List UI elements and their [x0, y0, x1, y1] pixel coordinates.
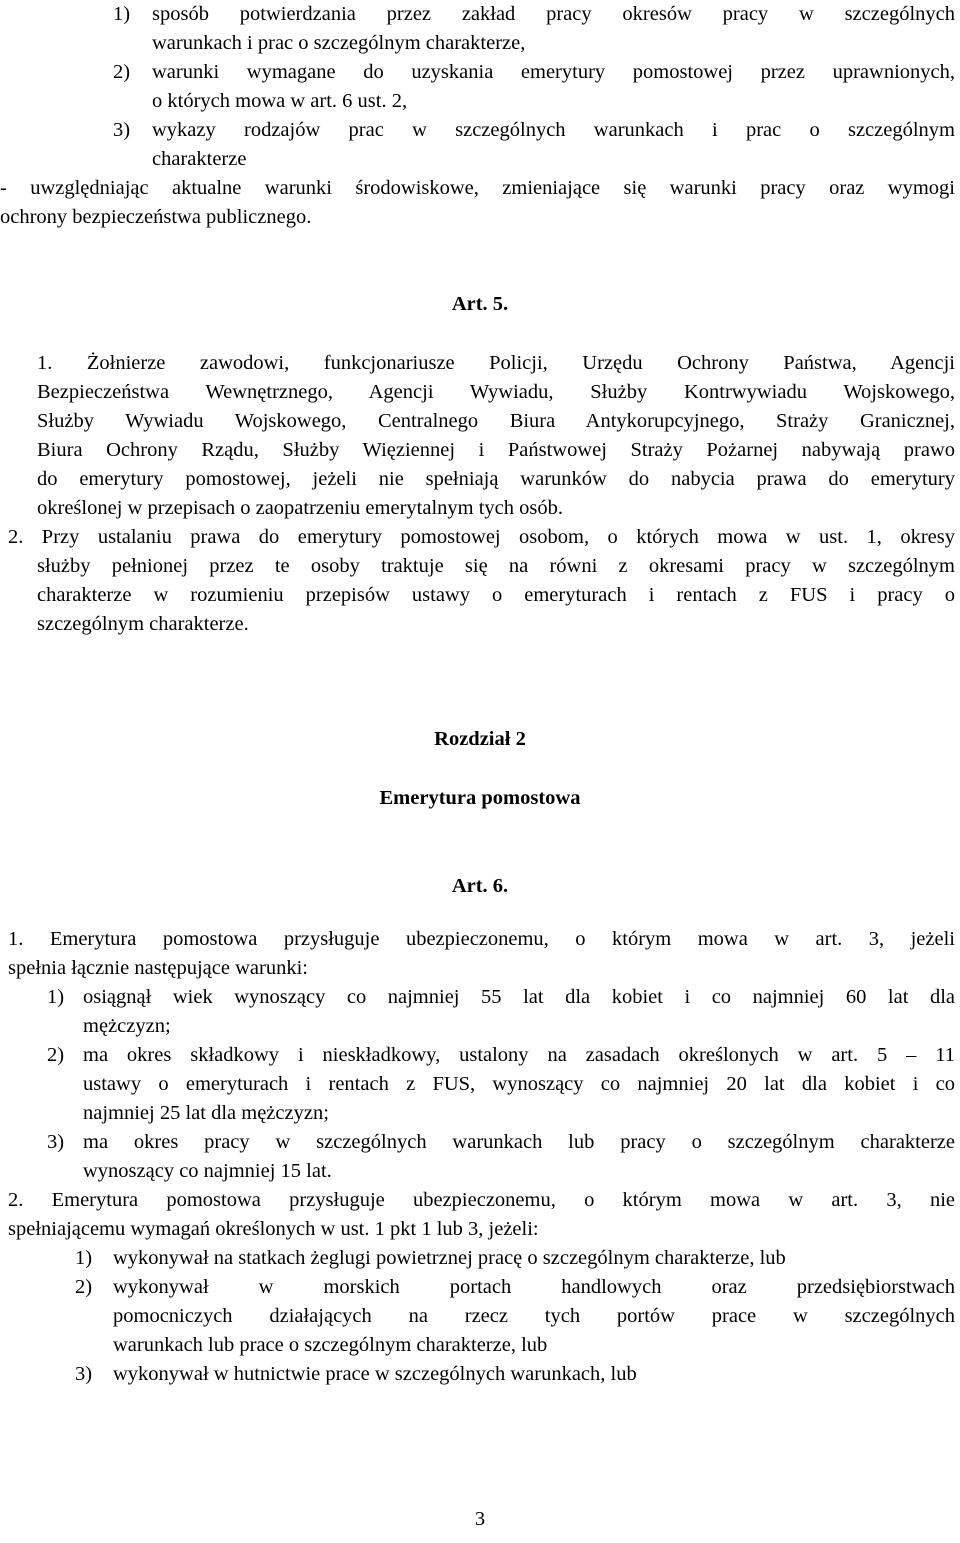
list-item-line: o których mowa w art. 6 ust. 2, — [152, 90, 408, 112]
chapter-title: Rozdział 2 — [434, 728, 526, 750]
paragraph-line: Biura Ochrony Rządu, Służby Więziennej i Państwowej Straży Pożarnej nabywają prawo — [37, 439, 955, 461]
paragraph-line: ochrony bezpieczeństwa publicznego. — [0, 206, 312, 228]
list-number: 1) — [113, 3, 131, 25]
list-item-line: ma okres składkowy i nieskładkowy, ustalony na zasadach określonych w art. 5 – 11 — [83, 1044, 955, 1066]
list-number: 2) — [47, 1044, 65, 1066]
list-item-line: charakterze — [152, 148, 247, 170]
list-item-line: warunkach lub prace o szczególnym charakterze, lub — [113, 1334, 548, 1356]
list-number: 2) — [113, 61, 131, 83]
list-item-line: wykonywał na statkach żeglugi powietrznej pracę o szczególnym charakterze, lub — [113, 1247, 786, 1269]
paragraph-line: 2. Emerytura pomostowa przysługuje ubezpieczonemu, o którym mowa w art. 3, nie — [8, 1189, 955, 1211]
list-item-line: sposób potwierdzania przez zakład pracy okresów pracy w szczególnych — [152, 3, 955, 25]
list-number: 3) — [47, 1131, 65, 1153]
list-number: 3) — [75, 1363, 93, 1385]
list-item-line: pomocniczych działających na rzecz tych portów prace w szczególnych — [113, 1305, 955, 1327]
list-number: 1) — [47, 986, 65, 1008]
list-number: 2) — [75, 1276, 93, 1298]
list-item-line: wykazy rodzajów prac w szczególnych warunkach i prac o szczególnym — [152, 119, 955, 141]
list-item-line: mężczyzn; — [83, 1015, 171, 1037]
paragraph-line: spełnia łącznie następujące warunki: — [8, 957, 308, 979]
article-heading: Art. 5. — [451, 293, 509, 315]
list-item-line: ma okres pracy w szczególnych warunkach lub pracy o szczególnym charakterze — [83, 1131, 955, 1153]
paragraph-line: określonej w przepisach o zaopatrzeniu emerytalnym tych osób. — [37, 497, 563, 519]
list-item-line: wynoszący co najmniej 15 lat. — [83, 1160, 332, 1182]
list-item-line: najmniej 25 lat dla mężczyzn; — [83, 1102, 329, 1124]
list-number: 1) — [75, 1247, 93, 1269]
paragraph-line: Służby Wywiadu Wojskowego, Centralnego Biura Antykorupcyjnego, Straży Granicznej, — [37, 410, 955, 432]
paragraph-line: szczególnym charakterze. — [37, 613, 249, 635]
paragraph-line: do emerytury pomostowej, jeżeli nie spełniają warunków do nabycia prawa do emerytury — [37, 468, 955, 490]
paragraph-line: spełniającemu wymagań określonych w ust. 1 pkt 1 lub 3, jeżeli: — [8, 1218, 539, 1240]
article-heading: Art. 6. — [451, 875, 509, 897]
paragraph-line: Bezpieczeństwa Wewnętrznego, Agencji Wywiadu, Służby Kontrwywiadu Wojskowego, — [37, 381, 955, 403]
page-number: 3 — [474, 1508, 486, 1530]
list-item-line: ustawy o emeryturach i rentach z FUS, wynoszący co najmniej 20 lat dla kobiet i co — [83, 1073, 955, 1095]
chapter-subtitle: Emerytura pomostowa — [379, 787, 581, 809]
list-number: 3) — [113, 119, 131, 141]
paragraph-line: 1. Żołnierze zawodowi, funkcjonariusze Policji, Urzędu Ochrony Państwa, Agencji — [37, 352, 955, 374]
list-item-line: warunki wymagane do uzyskania emerytury pomostowej przez uprawnionych, — [152, 61, 955, 83]
list-item-line: osiągnął wiek wynoszący co najmniej 55 lat dla kobiet i co najmniej 60 lat dla — [83, 986, 955, 1008]
paragraph-line: 2. Przy ustalaniu prawa do emerytury pomostowej osobom, o których mowa w ust. 1, okresy — [8, 526, 955, 548]
list-item-line: wykonywał w hutnictwie prace w szczególnych warunkach, lub — [113, 1363, 637, 1385]
list-item-line: wykonywał w morskich portach handlowych oraz przedsiębiorstwach — [113, 1276, 955, 1298]
paragraph-line: charakterze w rozumieniu przepisów ustawy o emeryturach i rentach z FUS i pracy o — [37, 584, 955, 606]
list-item-line: warunkach i prac o szczególnym charakterze, — [152, 32, 526, 54]
paragraph-line: - uwzględniając aktualne warunki środowiskowe, zmieniające się warunki pracy oraz wymogi — [0, 177, 955, 199]
paragraph-line: służby pełnionej przez te osoby traktuje się na równi z okresami pracy w szczególnym — [37, 555, 955, 577]
paragraph-line: 1. Emerytura pomostowa przysługuje ubezpieczonemu, o którym mowa w art. 3, jeżeli — [8, 928, 955, 950]
